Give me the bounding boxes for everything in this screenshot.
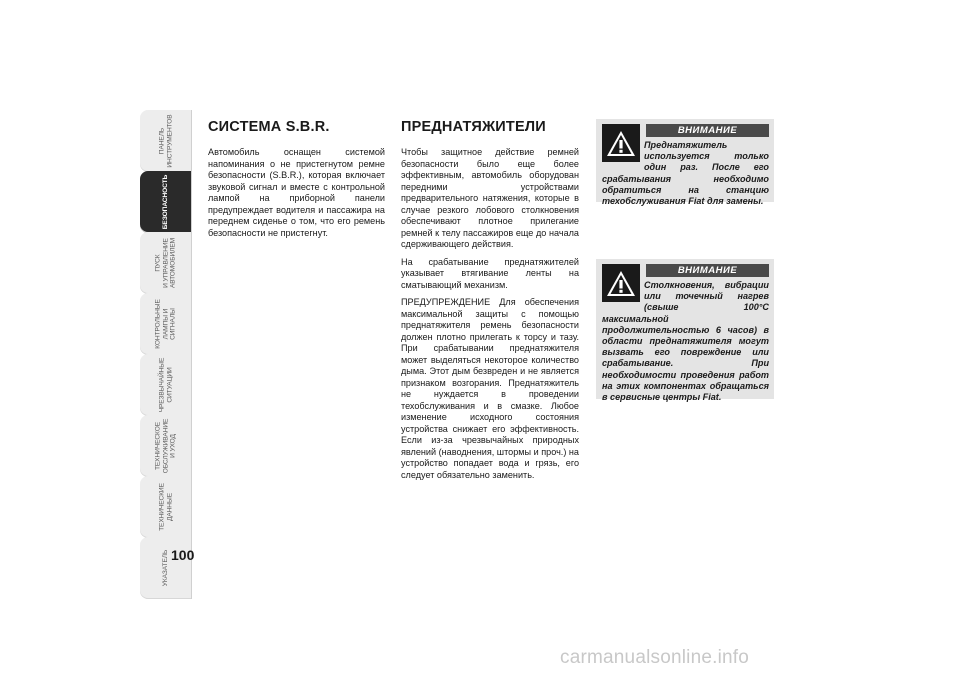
tab-safety[interactable] <box>140 171 192 233</box>
tab-emergency[interactable] <box>140 354 192 416</box>
warning-triangle-icon <box>602 124 640 162</box>
tab-label: КОНТРОЛЬНЫЕ ЛАМПЫ И СИГНАЛЫ <box>154 299 177 349</box>
warning-text: Столкновения, вибрации или точечный нагрев (свыше 100°C максимальной продолжительностью 6 часов) в области преднатяжителя могут вызвать его повреждение или срабатывание. При необходимости проведения работ на этих компонентах обращаться в сервисные центры Fiat. <box>602 280 769 403</box>
watermark: carmanualsonline.info <box>560 647 750 668</box>
section-title: ПРЕДНАТЯЖИТЕЛИ <box>401 119 546 135</box>
paragraph: Автомобиль оснащен системой напоминания о не пристегнутом ремне безопасности (S.B.R.), которая включает звуковой сигнал и вместе с контрольной лампой на приборной панели предупреждает водителя и пассажира на переднем сиденье о том, что его ремень безопасности не пристегнут. <box>208 147 385 238</box>
tab-maintenance[interactable] <box>140 415 192 477</box>
paragraph: ПРЕДУПРЕЖДЕНИЕ Для обеспечения максимальной защиты с помощью преднатяжителя ремень безопасности должен плотно прилегать к торсу и тазу. При срабатывании преднатяжителя может выделяться некоторое количество дыма. Этот дым безвреден и не является признаком возгорания. Преднатяжитель не нуждается в проведении техобслуживания и в смазке. Любое изменение исходного состояния устройства снижает его эффективность. Если из-за чрезвычайных природных явлений (наводнения, штормы и проч.) на устройство попадает вода и грязь, его следует обязательно заменить. <box>401 297 579 480</box>
tab-label: УКАЗАТЕЛЬ <box>162 549 170 587</box>
section-title: СИСТЕМА S.B.R. <box>208 119 330 135</box>
tab-starting-driving[interactable] <box>140 232 192 294</box>
tab-label: ТЕХНИЧЕСКОЕ ОБСЛУЖИВАНИЕ И УХОД <box>154 418 177 474</box>
tab-instrument-panel[interactable] <box>140 110 192 172</box>
tab-technical-data[interactable] <box>140 476 192 538</box>
warning-triangle-icon <box>602 264 640 302</box>
warning-title: ВНИМАНИЕ <box>646 124 769 137</box>
warning-box <box>596 259 774 403</box>
tab-label: ЧРЕЗВЫЧАЙНЫЕ СИТУАЦИИ <box>158 357 173 413</box>
warning-text: Преднатяжитель используется только один раз. После его срабатывания необходимо обратиться на станцию техобслуживания Fiat для замены. <box>602 140 769 207</box>
sbr-section <box>208 119 385 245</box>
pretensioners-section <box>401 119 579 487</box>
tab-warning-lights[interactable] <box>140 293 192 355</box>
warning-box <box>596 119 774 207</box>
tab-label: ПУСК И УПРАВЛЕНИЕ АВТОМОБИЛЕМ <box>154 237 177 289</box>
tab-label: БЕЗОПАСНОСТЬ <box>162 174 170 230</box>
tab-label: ПАНЕЛЬ ИНСТРУМЕНТОВ <box>158 114 173 168</box>
paragraph: Чтобы защитное действие ремней безопасности было еще более эффективным, автомобиль оборудован передними устройствами предварительного натяжения, которые в случае резкого лобового столкновения обеспечивают плотное прилегание ремней к телу пассажиров еще до начала сдерживающего действия. <box>401 147 579 249</box>
warning-title: ВНИМАНИЕ <box>646 264 769 277</box>
tab-label: ТЕХНИЧЕСКИЕ ДАННЫЕ <box>158 483 173 531</box>
page-number: 100 <box>171 547 195 563</box>
paragraph: На срабатывание преднатяжителей указывает втягивание ленты на сматывающий механизм. <box>401 256 579 290</box>
